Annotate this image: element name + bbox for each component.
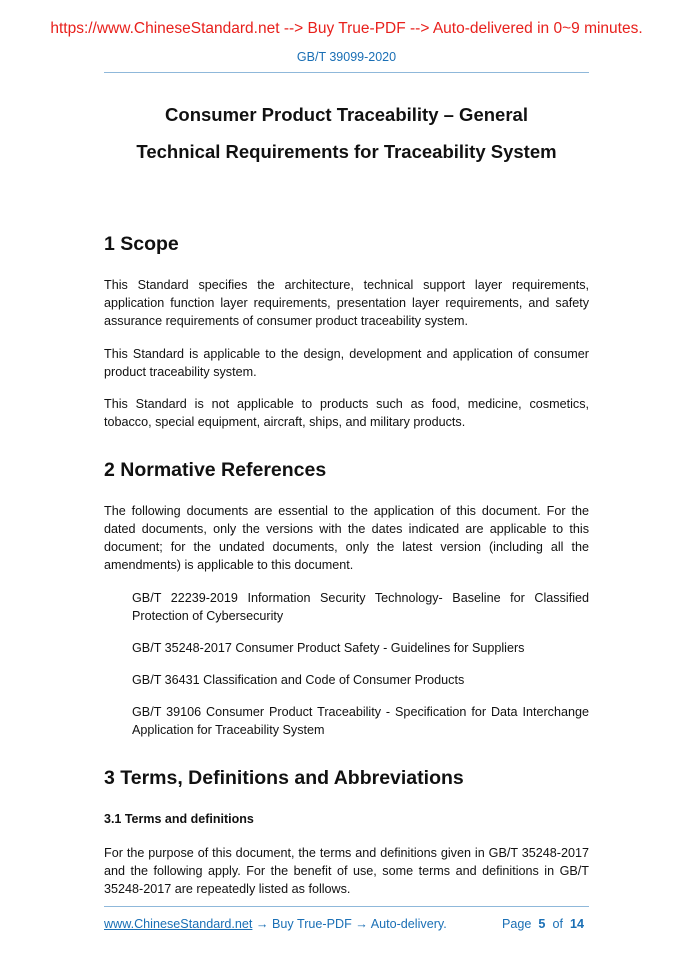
footer-site-link[interactable]: www.ChineseStandard.net <box>104 917 253 931</box>
footer-divider <box>104 906 589 907</box>
page-indicator <box>502 917 584 931</box>
terms-paragraph: For the purpose of this document, the terms and definitions given in GB/T 35248-2017 and the following apply. For the benefit of use, some terms and definitions in GB/T 35248-2017 are repeatedly listed as follows. <box>104 846 589 896</box>
page-total: 14 <box>569 917 584 931</box>
header-divider <box>104 72 589 73</box>
reference-item: GB/T 39106 Consumer Product Traceability - Specification for Data Interchange Application for Traceability System <box>132 705 589 737</box>
section-heading-scope: 1 Scope <box>104 233 179 255</box>
page-of: of <box>552 917 563 931</box>
footer-link-tail: → Buy True-PDF → Auto-delivery. <box>252 917 447 931</box>
page-current: 5 <box>538 917 546 931</box>
normative-intro-paragraph: The following documents are essential to the application of this document. For the dated documents, only the versions with the dates indicated are applicable to this document; for the undated documents, only the latest version (including all the amendments) is applicable to this document. <box>104 504 589 572</box>
section-heading-normative-references: 2 Normative References <box>104 459 327 481</box>
subsection-heading-terms-definitions: 3.1 Terms and definitions <box>104 812 254 826</box>
section-heading-terms: 3 Terms, Definitions and Abbreviations <box>104 767 464 789</box>
scope-paragraph-1: This Standard specifies the architecture, technical support layer requirements, application function layer requirements, presentation layer requirements, and safety assurance requirements of consumer product traceability system. <box>104 278 589 328</box>
footer-link[interactable] <box>104 917 447 931</box>
scope-paragraph-2: This Standard is applicable to the design, development and application of consumer product traceability system. <box>104 347 589 379</box>
reference-item: GB/T 35248-2017 Consumer Product Safety - Guidelines for Suppliers <box>132 641 525 655</box>
page-label: Page <box>502 917 532 931</box>
document-title-line-2: Technical Requirements for Traceability System <box>136 141 557 162</box>
document-title-line-1: Consumer Product Traceability – General <box>165 104 528 125</box>
top-banner[interactable]: https://www.ChineseStandard.net --> Buy True-PDF --> Auto-delivered in 0~9 minutes. <box>50 20 643 37</box>
scope-paragraph-3: This Standard is not applicable to products such as food, medicine, cosmetics, tobacco, special equipment, aircraft, ships, and military products. <box>104 397 589 429</box>
standard-number-header: GB/T 39099-2020 <box>296 50 397 64</box>
reference-item: GB/T 22239-2019 Information Security Technology- Baseline for Classified Protection of Cybersecurity <box>132 591 589 623</box>
reference-item: GB/T 36431 Classification and Code of Consumer Products <box>132 673 465 687</box>
